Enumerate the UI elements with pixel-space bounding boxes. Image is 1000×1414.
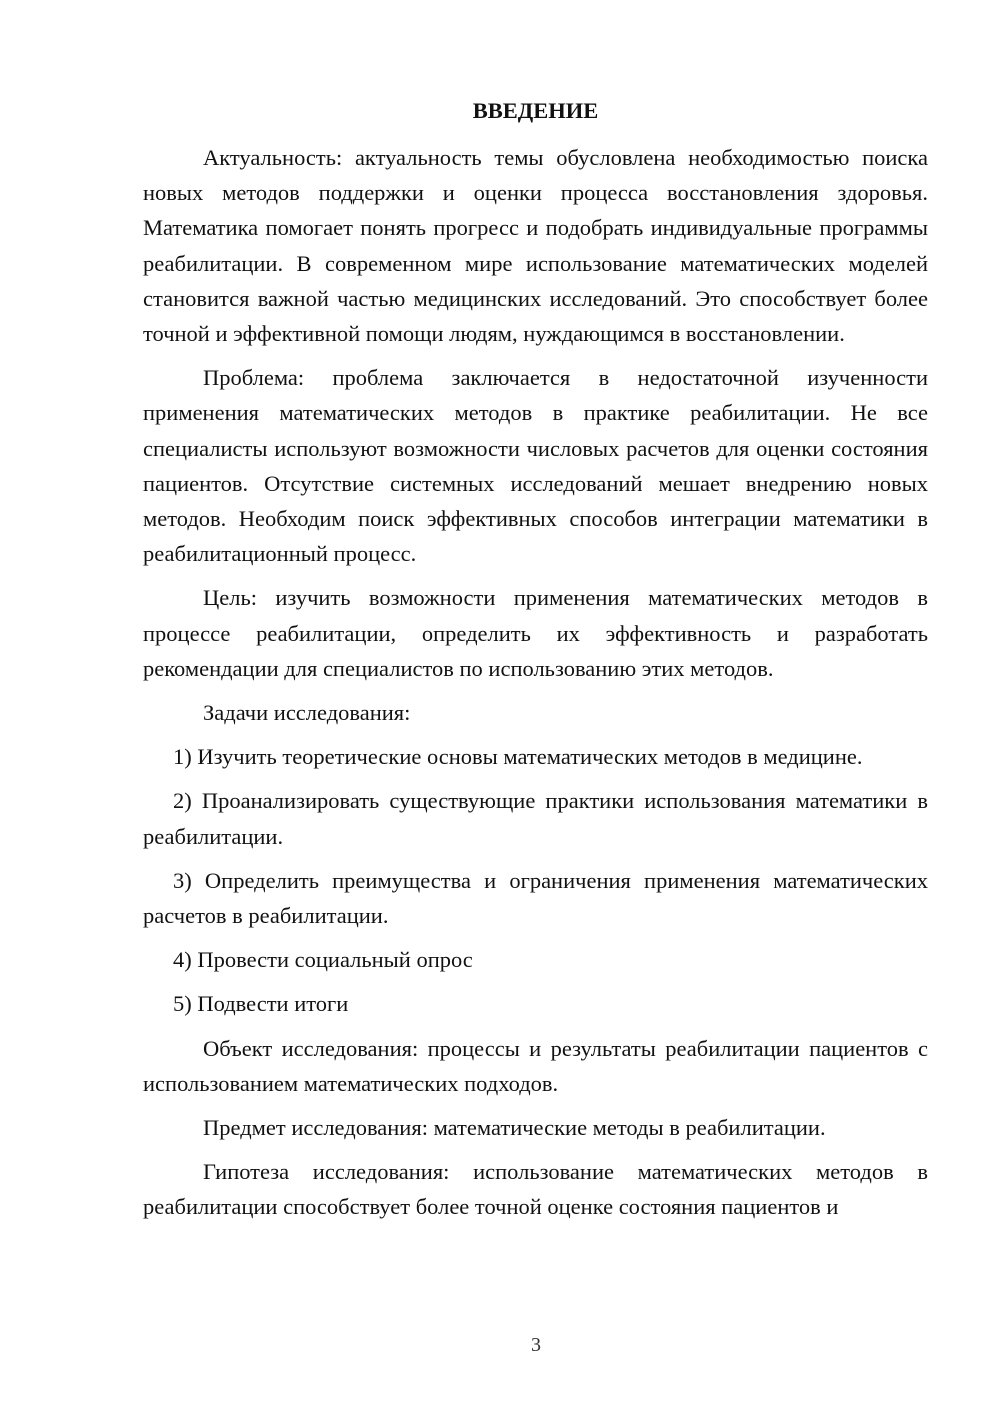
paragraph-relevance: Актуальность: актуальность темы обусловлена необходимостью поиска новых методов поддержки и оценки процесса восстановления здоровья. Математика помогает понять прогресс и подобрать индивидуальные программы реабилитации. В современном мире использование математических моделей становится важной частью медицинских исследований. Это способствует более точной и эффективной помощи людям, нуждающимся в восстановлении. — [143, 145, 928, 347]
page-content — [143, 94, 928, 1234]
paragraph-problem: Проблема: проблема заключается в недостаточной изученности применения математических методов в практике реабилитации. Не все специалисты используют возможности числовых расчетов для оценки состояния пациентов. Отсутствие системных исследований мешает внедрению новых методов. Необходим поиск эффективных способов интеграции математики в реабилитационный процесс. — [143, 365, 928, 567]
task-item-1: 1) Изучить теоретические основы математических методов в медицине. — [173, 744, 863, 770]
paragraph-hypothesis: Гипотеза исследования: использование математических методов в реабилитации способствует более точной оценке состояния пациентов и — [143, 1159, 928, 1220]
task-item-5: 5) Подвести итоги — [173, 991, 349, 1017]
section-title: ВВЕДЕНИЕ — [472, 98, 599, 123]
paragraph-subject: Предмет исследования: математические методы в реабилитации. — [203, 1115, 826, 1141]
page-number: 3 — [531, 1334, 541, 1356]
paragraph-goal: Цель: изучить возможности применения математических методов в процессе реабилитации, определить их эффективность и разработать рекомендации для специалистов по использованию этих методов. — [143, 585, 928, 681]
task-item-2: 2) Проанализировать существующие практики использования математики в реабилитации. — [143, 788, 928, 849]
paragraph-tasks-heading: Задачи исследования: — [203, 700, 411, 726]
task-item-4: 4) Провести социальный опрос — [173, 947, 473, 973]
paragraph-object: Объект исследования: процессы и результаты реабилитации пациентов с использованием математических подходов. — [143, 1035, 928, 1096]
task-item-3: 3) Определить преимущества и ограничения применения математических расчетов в реабилитации. — [143, 867, 928, 929]
